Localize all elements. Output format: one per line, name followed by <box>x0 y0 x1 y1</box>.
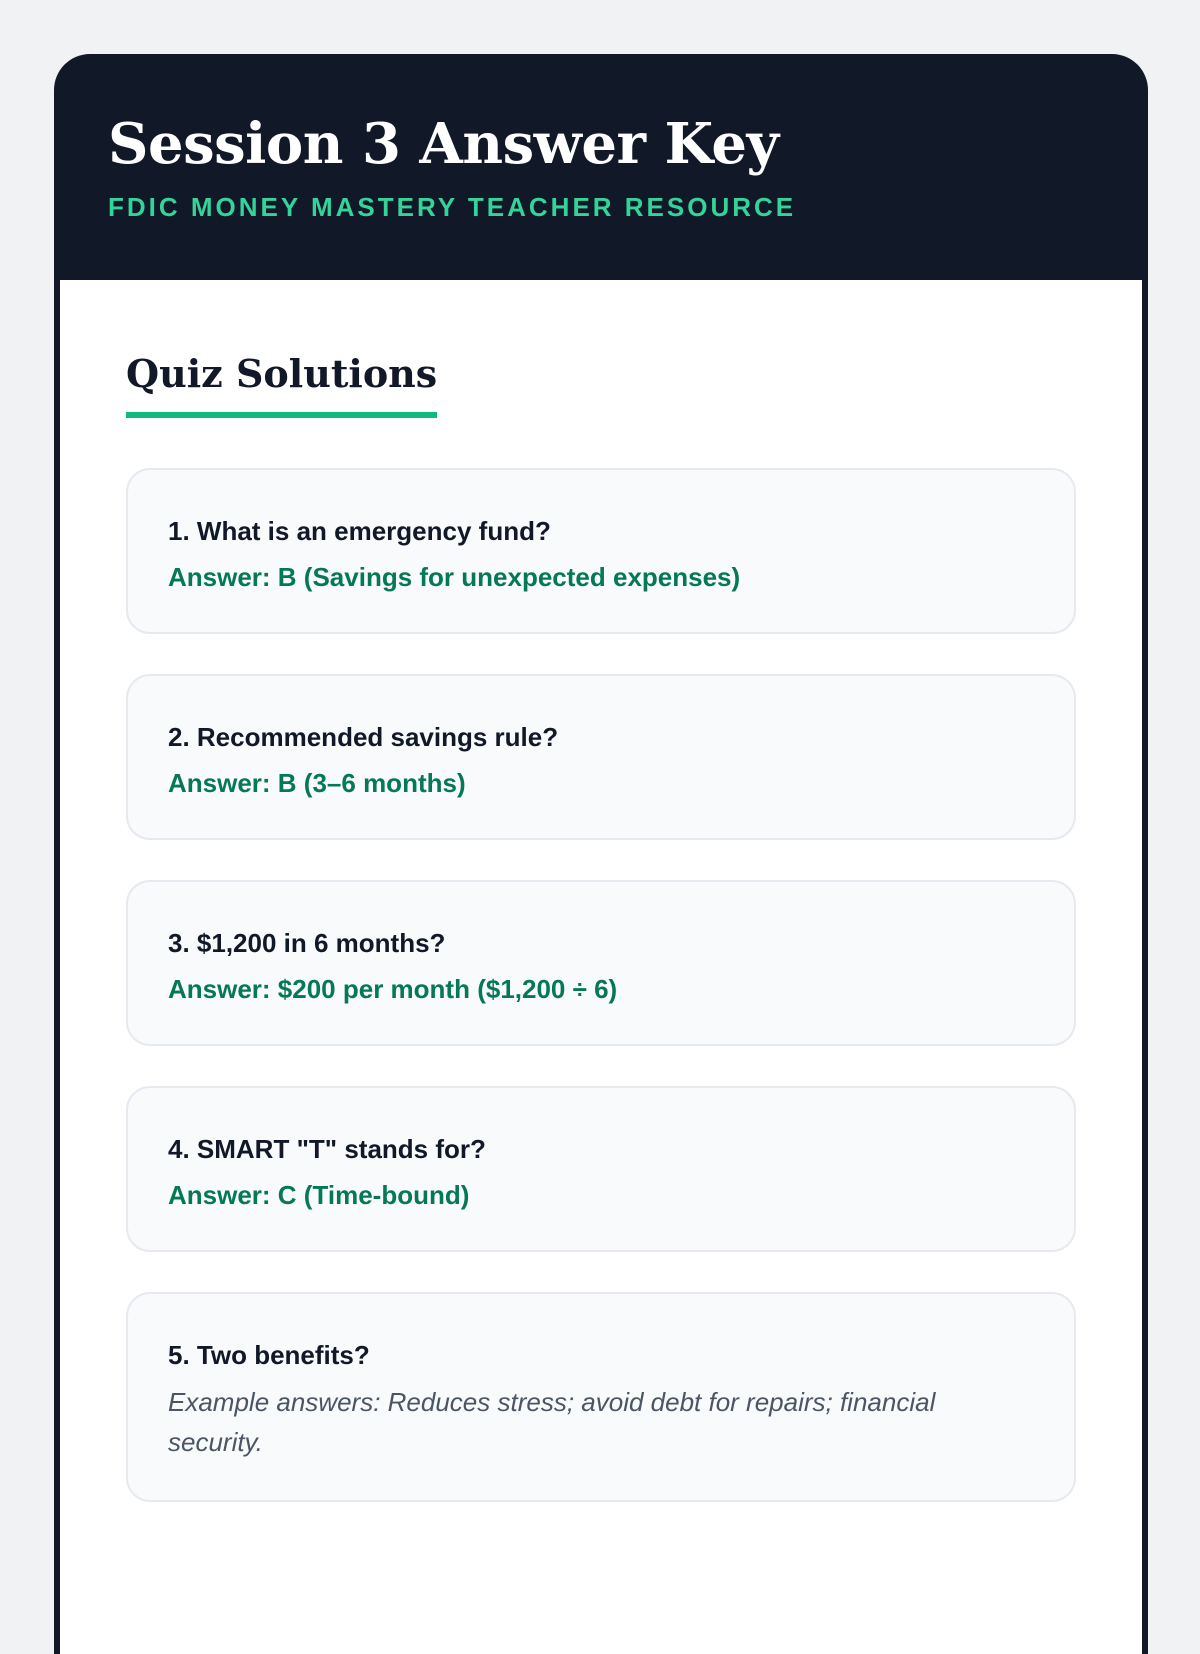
question-text: 4. SMART "T" stands for? <box>168 1134 486 1164</box>
question-text: 2. Recommended savings rule? <box>168 722 559 752</box>
quiz-solution-item <box>126 674 1076 840</box>
quiz-solution-list <box>126 468 1076 1502</box>
answer-text: Answer: B (Savings for unexpected expenses) <box>168 562 741 592</box>
quiz-solution-item <box>126 1292 1076 1502</box>
answer-text: Answer: B (3–6 months) <box>168 768 466 798</box>
question-text: 3. $1,200 in 6 months? <box>168 928 446 958</box>
example-answer-text: Example answers: Reduces stress; avoid debt for repairs; financial security. <box>168 1387 936 1457</box>
question-text: 1. What is an emergency fund? <box>168 516 551 546</box>
question-text: 5. Two benefits? <box>168 1340 370 1370</box>
page-title: Session 3 Answer Key <box>108 111 779 177</box>
page-header <box>54 54 1148 280</box>
answer-key-card <box>54 54 1148 1654</box>
quiz-solution-item <box>126 468 1076 634</box>
page-subtitle: FDIC MONEY MASTERY TEACHER RESOURCE <box>108 192 797 222</box>
content-area <box>60 280 1142 1654</box>
answer-text: Answer: C (Time-bound) <box>168 1180 470 1210</box>
section-title: Quiz Solutions <box>126 348 437 418</box>
answer-text: Answer: $200 per month ($1,200 ÷ 6) <box>168 974 618 1004</box>
quiz-solution-item <box>126 880 1076 1046</box>
quiz-solution-item <box>126 1086 1076 1252</box>
